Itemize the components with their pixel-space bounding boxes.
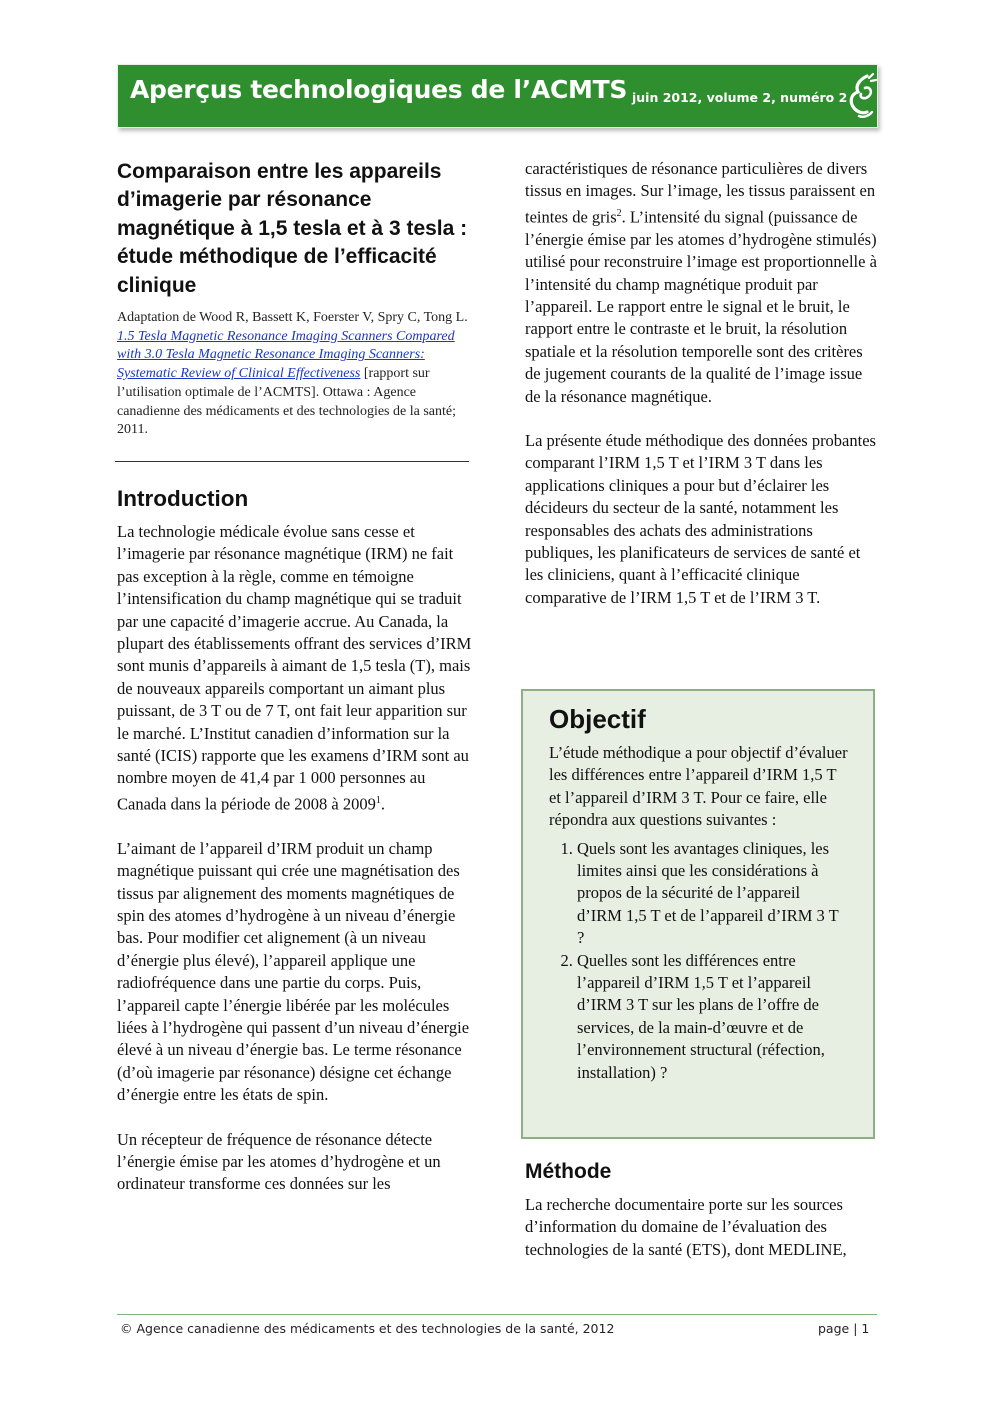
header-banner (117, 64, 878, 128)
introduction-paragraph-1 (117, 521, 472, 816)
paragraph-3-continued-text: caractéristiques de résonance particulières de divers tissus en images. Sur l’image, les tissus paraissent en teintes de gris (525, 159, 876, 227)
citation-prefix: Adaptation de Wood R, Bassett K, Foerster V, Spry C, Tong L. (117, 310, 468, 326)
introduction-paragraph-3: Un récepteur de fréquence de résonance détecte l’énergie émise par les atomes d’hydrogène et un ordinateur transforme ces données sur les (117, 1129, 441, 1194)
methode-heading: Méthode (525, 1160, 612, 1183)
citation (117, 309, 472, 440)
objectif-questions (549, 838, 849, 1084)
article-title: Comparaison entre les appareils d’imagerie par résonance magnétique à 1,5 tesla et à 3 tesla : étude méthodique de l’efficacité clinique (117, 160, 468, 297)
page-number: page | 1 (818, 1321, 870, 1336)
introduction-paragraph-2: L’aimant de l’appareil d’IRM produit un champ magnétique puissant qui crée une magnétisation des tissus par alignement des moments magnétiques de spin des atomes d’hydrogène à un niveau d’énergie bas. Pour modifier cet alignement (à un niveau d’énergie plus élevé), l’appareil applique une radiofréquence dans une partie du corps. Puis, l’appareil capte l’énergie libérée par les molécules liées à l’hydrogène qui passent d’un niveau d’énergie élevé à un niveau d’énergie bas. Le terme résonance (d’où imagerie par résonance) désigne cet échange d’énergie entre les états de spin. (117, 838, 470, 1105)
objectif-question-2: 2. Quelles sont les différences entre l’appareil d’IRM 1,5 T et l’appareil d’IRM 3 T sur les plans de l’offre de services, de la main-d’œuvre et de l’environnement structural (réfection, installation) ? (577, 950, 849, 1084)
publication-title: Aperçus technologiques de l’ACMTS (130, 75, 628, 104)
left-column (117, 158, 472, 1196)
introduction-paragraph-4: La présente étude méthodique des données probantes comparant l’IRM 1,5 T et l’IRM 3 T dans les applications cliniques a pour but d’éclairer les décideurs du secteur de la santé, notamment les responsables des achats des administrations publiques, les planificateurs de services de santé et les cliniciens, quant à l’efficacité clinique comparative de l’IRM 1,5 T et de l’IRM 3 T. (525, 430, 876, 607)
objectif-intro: L’étude méthodique a pour objectif d’évaluer les différences entre l’appareil d’IRM 1,5 T et l’appareil d’IRM 3 T. Pour ce faire, elle répondra aux questions suivantes : (549, 743, 848, 830)
footer-copyright: © Agence canadienne des médicaments et des technologies de la santé, 2012 (120, 1321, 615, 1336)
footnote-ref-2: 2 (616, 207, 622, 219)
citation-link[interactable]: 1.5 Tesla Magnetic Resonance Imaging Scanners Compared with 3.0 Tesla Magnetic Resonance Imaging Scanners: Systematic Review of Clinical Effectiveness (117, 328, 455, 382)
section-divider (115, 461, 469, 462)
objectif-box (521, 689, 875, 1139)
citation-suffix: [rapport sur l’utilisation optimale de l’ACMTS]. Ottawa : Agence canadienne des médicaments et des technologies de la santé; 2011. (117, 366, 456, 438)
objectif-heading: Objectif (549, 704, 646, 734)
introduction-heading: Introduction (117, 485, 249, 511)
introduction-paragraph-3-continued (525, 158, 877, 408)
footer-divider (117, 1314, 877, 1315)
cadth-logo-icon (845, 72, 877, 120)
methode-paragraph: La recherche documentaire porte sur les sources d’information du domaine de l’évaluation des technologies de la santé (ETS), dont MEDLINE, (525, 1195, 847, 1259)
paragraph-3-continued-end: . L’intensité du signal (puissance de l’énergie émise par les atomes d’hydrogène stimulés) utilisé pour reconstruire l’image est proportionnelle à l’intensité du champ magnétique produit par l’appareil. Le rapport entre le signal et le bruit, le rapport entre le contraste et le bruit, la résolution spatiale et la résolution temporelle sont des critères de jugement courants de la qualité de l’image issue de la résonance magnétique. (525, 207, 877, 406)
footnote-ref-1: 1 (375, 794, 381, 806)
objectif-question-1: 1. Quels sont les avantages cliniques, les limites ainsi que les considérations à propos de la sécurité de l’appareil d’IRM 1,5 T et de l’appareil d’IRM 3 T ? (577, 838, 849, 950)
introduction-paragraph-1-end: . (380, 794, 386, 814)
introduction-paragraph-1-text: La technologie médicale évolue sans cesse et l’imagerie par résonance magnétique (IRM) ne fait pas exception à la règle, comme en témoigne l’intensification du champ magnétique qui se traduit par une capacité d’imagerie accrue. Au Canada, la plupart des établissements offrant des services d’IRM sont munis d’appareils à aimant de 1,5 tesla (T), mais de nouveaux appareils comportant un aimant plus puissant, de 3 T ou de 7 T, ont fait leur apparition sur le marché. L’Institut canadien d’information sur la santé (ICIS) rapporte que les examens d’IRM sont au nombre moyen de 41,4 par 1 000 personnes au Canada dans la période de 2008 à 2009 (117, 521, 472, 814)
issue-info: juin 2012, volume 2, numéro 2 (632, 90, 848, 105)
methode-section (525, 1160, 877, 1261)
right-column (525, 158, 877, 609)
